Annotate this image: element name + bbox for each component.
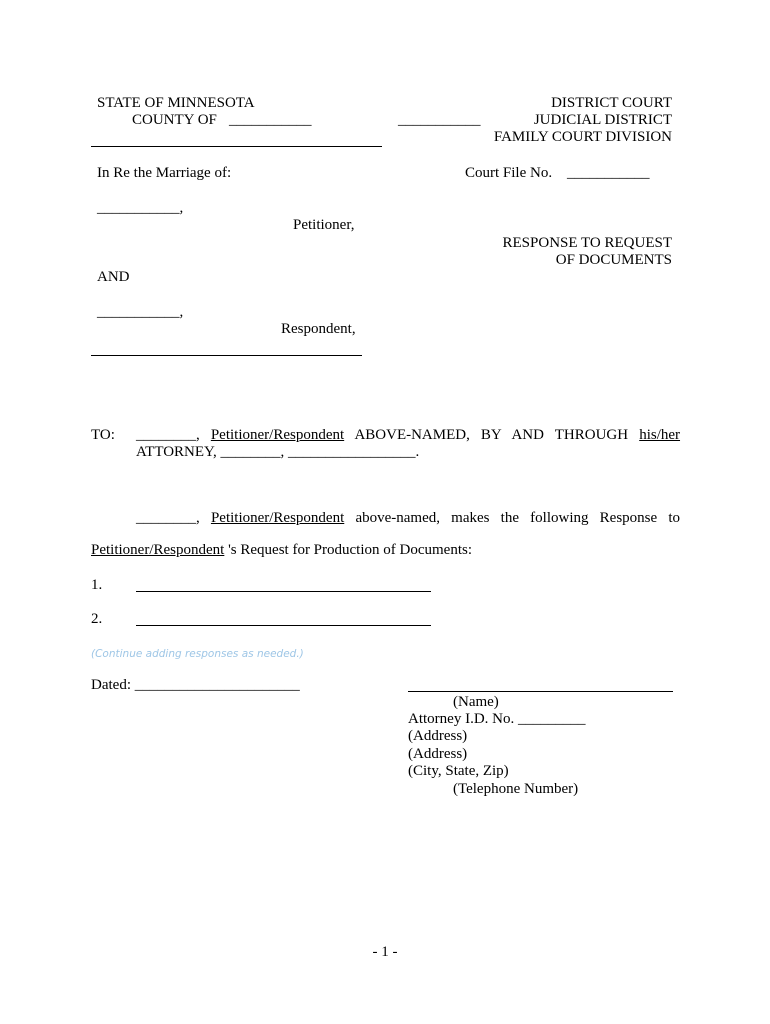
response-number: 1.	[91, 577, 103, 593]
to-line2: ATTORNEY, ________, _________________.	[136, 444, 420, 460]
court-file-label: Court File No.	[465, 165, 553, 181]
county-blank[interactable]: ___________	[229, 112, 312, 128]
judicial-district-heading: JUDICIAL DISTRICT	[533, 112, 672, 128]
to-label: TO:	[91, 427, 115, 443]
response-line[interactable]	[136, 591, 431, 592]
signature-line[interactable]	[408, 691, 673, 692]
to-blank[interactable]: ________,	[136, 427, 200, 443]
body-party: Petitioner/Respondent	[210, 510, 345, 526]
attorney-address-2: (Address)	[408, 746, 468, 762]
division-heading: FAMILY COURT DIVISION	[493, 129, 672, 145]
attorney-city: (City, State, Zip)	[408, 763, 509, 779]
to-line1	[136, 427, 680, 444]
to-mid-text: ABOVE-NAMED, BY AND THROUGH	[354, 427, 629, 443]
court-heading: DISTRICT COURT	[551, 95, 672, 111]
body-line2	[91, 542, 472, 559]
dated-field[interactable]: Dated: ______________________	[91, 677, 300, 693]
to-party: Petitioner/Respondent	[210, 427, 345, 443]
body-blank[interactable]: ________,	[136, 510, 200, 526]
body-line1-rest: above-named, makes the following Response to	[355, 510, 681, 526]
attorney-telephone: (Telephone Number)	[453, 781, 579, 797]
county-label: COUNTY OF	[132, 112, 217, 128]
document-title-line1: RESPONSE TO REQUEST	[502, 235, 672, 251]
respondent-blank[interactable]: ___________,	[97, 304, 184, 320]
attorney-address-1: (Address)	[408, 728, 468, 744]
body-line1	[136, 510, 680, 527]
body-line2-party: Petitioner/Respondent	[91, 542, 225, 558]
caption-rule-bottom-left	[91, 355, 362, 356]
response-line[interactable]	[136, 625, 431, 626]
caption-rule-top-left	[91, 146, 382, 147]
body-line2-rest: 's Request for Production of Documents:	[224, 542, 472, 558]
attorney-name: (Name)	[453, 694, 499, 710]
response-number: 2.	[91, 611, 103, 627]
and-label: AND	[97, 269, 130, 285]
district-blank[interactable]: ___________	[398, 112, 481, 128]
attorney-id: Attorney I.D. No. _________	[408, 711, 586, 727]
court-file-blank[interactable]: ___________	[567, 165, 650, 181]
state-heading: STATE OF MINNESOTA	[97, 95, 255, 111]
document-title-line2: OF DOCUMENTS	[555, 252, 672, 268]
petitioner-label: Petitioner,	[293, 217, 355, 233]
page-number: - 1 -	[372, 944, 398, 960]
to-pronoun: his/her	[639, 427, 681, 443]
respondent-label: Respondent,	[281, 321, 356, 337]
in-re-label: In Re the Marriage of:	[97, 165, 232, 181]
petitioner-blank[interactable]: ___________,	[97, 200, 184, 216]
continue-hint: (Continue adding responses as needed.)	[91, 648, 304, 660]
